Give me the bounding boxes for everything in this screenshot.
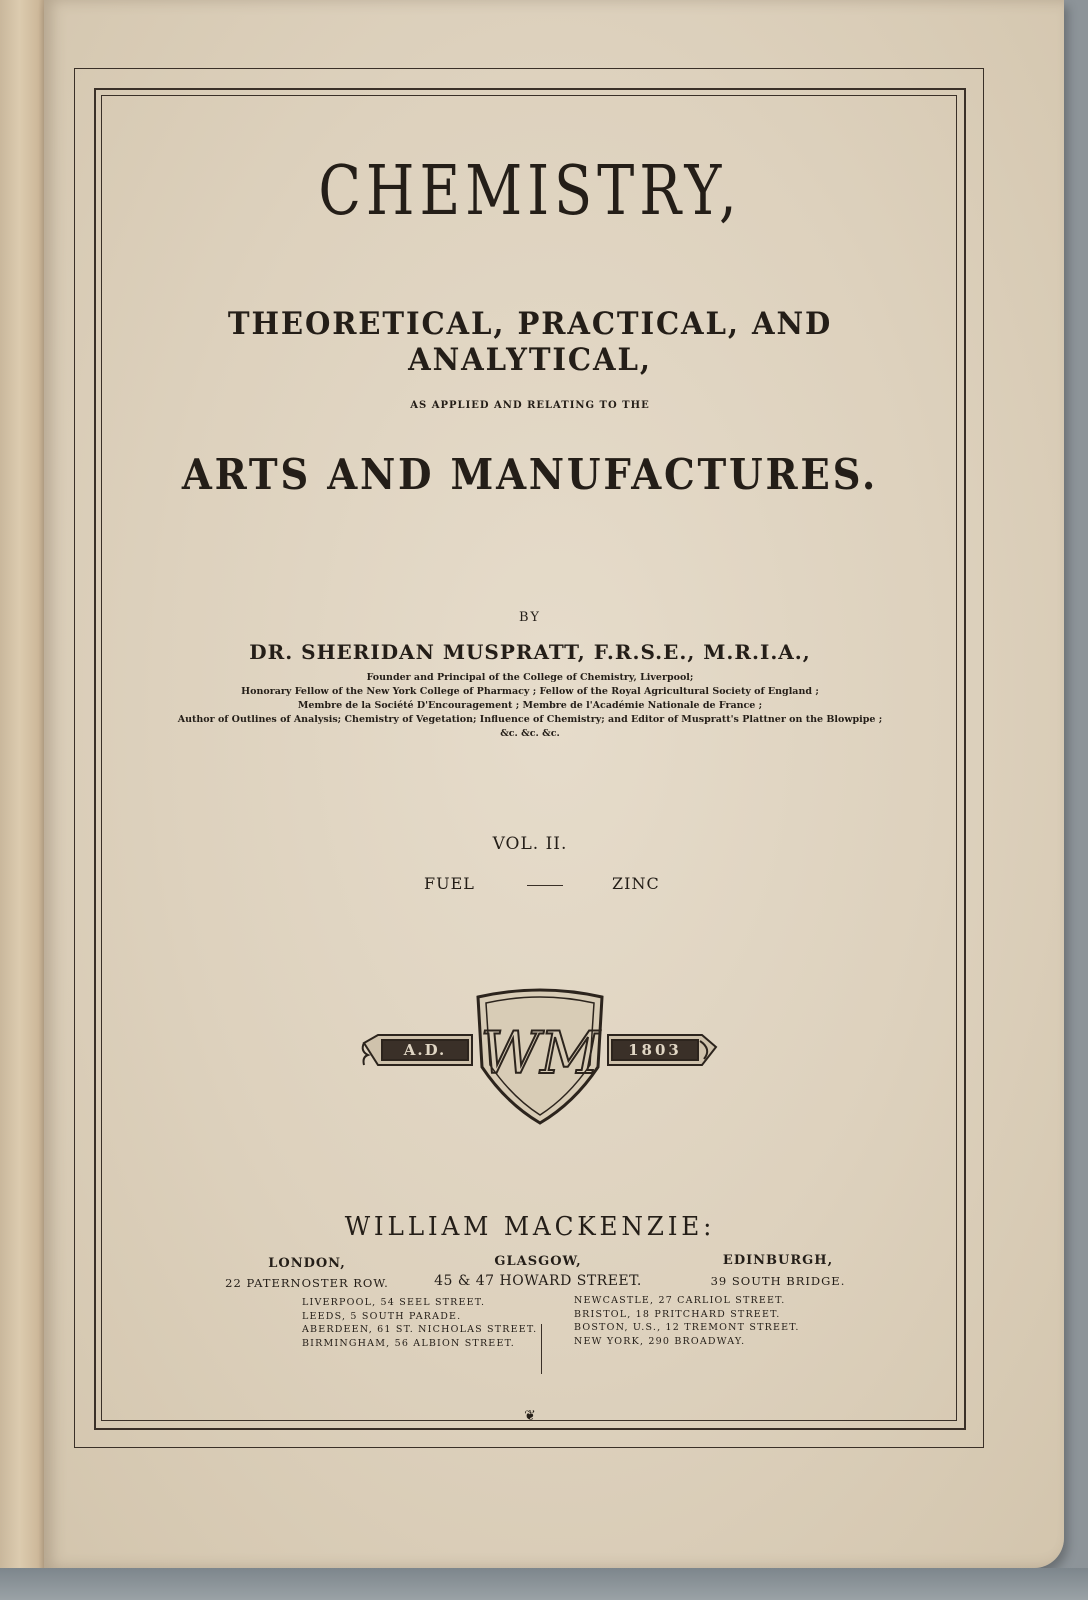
book-title: CHEMISTRY, xyxy=(318,152,742,231)
publisher-name: WILLIAM MACKENZIE: xyxy=(344,1212,716,1242)
office-city-glasgow: GLASGOW, xyxy=(494,1254,582,1269)
office-address-edinburgh: 39 SOUTH BRIDGE. xyxy=(710,1274,846,1288)
branch-list-left xyxy=(302,1296,537,1350)
applied-line: AS APPLIED AND RELATING TO THE xyxy=(410,400,650,411)
book-subtitle: THEORETICAL, PRACTICAL, AND ANALYTICAL, xyxy=(227,306,833,378)
author-credential: Honorary Fellow of the New York College of Pharmacy ; Fellow of the Royal Agricultural Society of England ; xyxy=(241,686,819,697)
branch-item: LIVERPOOL, 54 SEEL STREET. xyxy=(302,1297,486,1308)
branch-item: ABERDEEN, 61 ST. NICHOLAS STREET. xyxy=(302,1324,538,1335)
emblem-monogram: WM xyxy=(480,1019,600,1087)
office-city-edinburgh: EDINBURGH, xyxy=(722,1253,834,1268)
volume-number: VOL. II. xyxy=(492,834,568,854)
range-start: FUEL xyxy=(424,874,475,893)
book-spine-edge xyxy=(0,0,48,1600)
author-credential: &c. &c. &c. xyxy=(500,728,560,739)
range-end: ZINC xyxy=(612,874,660,893)
fleuron-ornament: ❦ xyxy=(524,1408,536,1424)
branch-item: NEWCASTLE, 27 CARLIOL STREET. xyxy=(574,1295,786,1306)
office-address-glasgow: 45 & 47 HOWARD STREET. xyxy=(434,1273,642,1289)
branch-item: BIRMINGHAM, 56 ALBION STREET. xyxy=(302,1337,515,1349)
office-address-london: 22 PATERNOSTER ROW. xyxy=(225,1276,389,1290)
author-name: DR. SHERIDAN MUSPRATT, F.R.S.E., M.R.I.A., xyxy=(249,640,811,664)
emblem-right-text: 1803 xyxy=(628,1041,682,1059)
emblem-left-text: A.D. xyxy=(403,1041,447,1059)
branch-item: BRISTOL, 18 PRITCHARD STREET. xyxy=(574,1308,781,1320)
branch-list-right xyxy=(574,1294,800,1348)
office-city-london: LONDON, xyxy=(268,1256,346,1271)
branch-item: BOSTON, U.S., 12 TREMONT STREET. xyxy=(574,1322,800,1333)
branch-item: LEEDS, 5 SOUTH PARADE. xyxy=(302,1310,462,1322)
branch-item: NEW YORK, 290 BROADWAY. xyxy=(574,1335,746,1347)
author-credential: Founder and Principal of the College of Chemistry, Liverpool; xyxy=(366,672,694,683)
range-dash xyxy=(527,885,563,886)
author-credential: Author of Outlines of Analysis; Chemistry of Vegetation; Influence of Chemistry; and Editor of Muspratt's Plattner on the Blowpipe ; xyxy=(177,714,883,725)
by-line: BY xyxy=(519,610,541,625)
publisher-emblem xyxy=(360,985,720,1125)
arts-line: ARTS AND MANUFACTURES. xyxy=(181,450,879,499)
branch-divider xyxy=(541,1324,542,1374)
author-credential: Membre de la Société D'Encouragement ; Membre de l'Académie Nationale de France ; xyxy=(297,700,763,711)
table-surface xyxy=(0,1568,1088,1600)
